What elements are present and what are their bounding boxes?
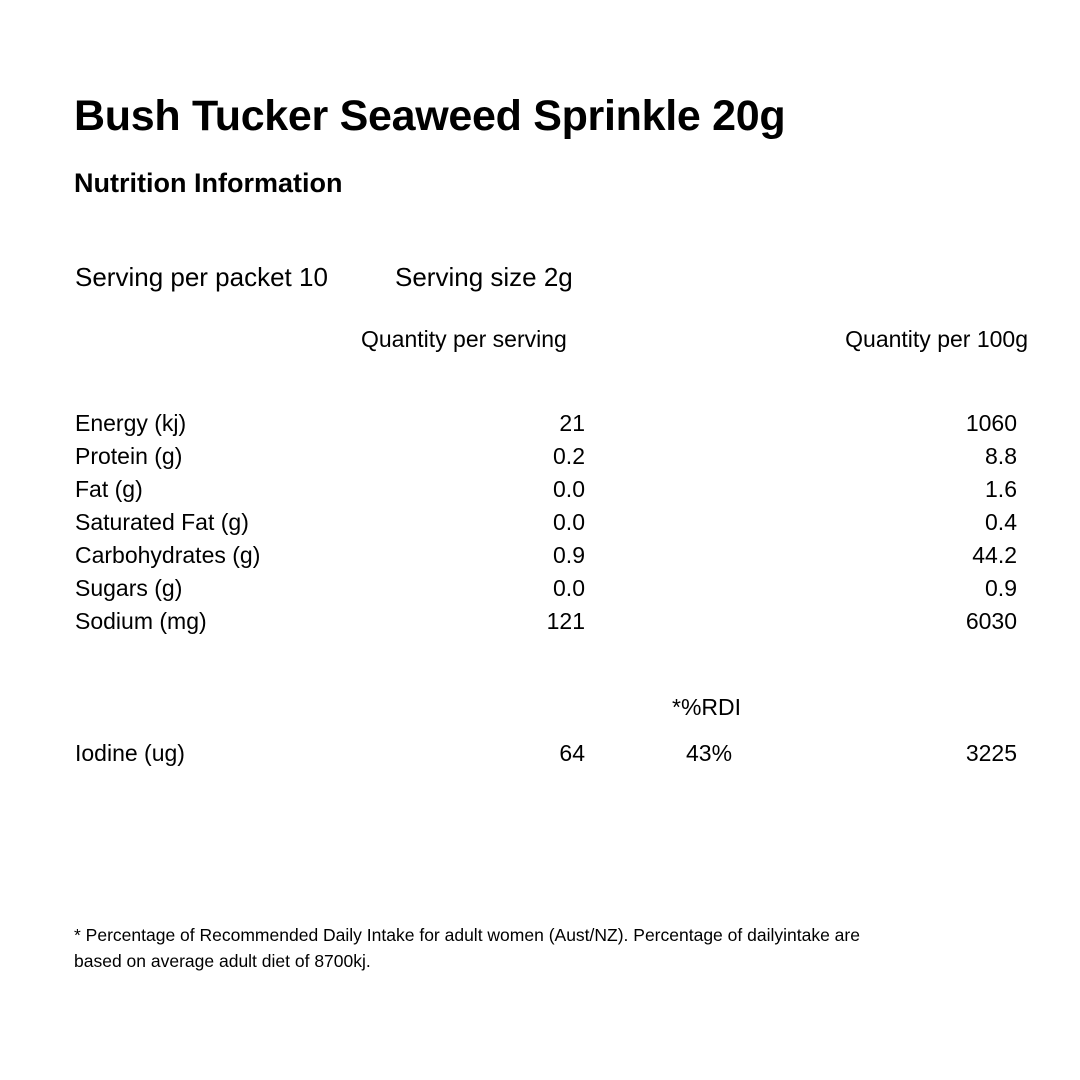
nutrient-per-serving: 0.2 — [553, 443, 585, 469]
nutrient-per-100g: 0.9 — [985, 575, 1017, 601]
nutrient-rdi-percent: 43% — [686, 740, 733, 766]
nutrient-per-serving: 0.0 — [553, 476, 585, 502]
section-heading: Nutrition Information — [74, 168, 343, 198]
nutrient-row-saturated-fat — [0, 509, 1080, 542]
nutrient-per-100g: 44.2 — [972, 542, 1017, 568]
rdi-footnote: * Percentage of Recommended Daily Intake for adult women (Aust/NZ). Percentage of dailyintake are based on average adult diet of 8700kj. — [74, 925, 860, 971]
nutrient-per-serving: 0.9 — [553, 542, 585, 568]
nutrient-name: Sugars (g) — [75, 575, 183, 601]
nutrient-row-protein — [0, 443, 1080, 476]
nutrient-row-sodium — [0, 608, 1080, 641]
nutrient-per-serving: 0.0 — [553, 575, 585, 601]
nutrient-row-iodine — [0, 740, 1080, 773]
nutrient-per-100g: 1.6 — [985, 476, 1017, 502]
nutrient-per-serving: 64 — [559, 740, 585, 766]
nutrient-row-carbohydrates — [0, 542, 1080, 575]
serving-size: Serving size 2g — [395, 262, 573, 292]
nutrient-per-serving: 21 — [559, 410, 585, 436]
nutrient-per-100g: 3225 — [965, 740, 1017, 766]
nutrient-per-100g: 0.4 — [985, 509, 1017, 535]
nutrient-row-sugars — [0, 575, 1080, 608]
nutrient-per-100g: 1060 — [965, 410, 1017, 436]
nutrient-name: Protein (g) — [75, 443, 183, 469]
nutrient-per-serving: 0.0 — [553, 509, 585, 535]
column-header-per-100g: Quantity per 100g — [845, 326, 1028, 352]
nutrient-name: Energy (kj) — [75, 410, 187, 436]
nutrient-per-100g: 8.8 — [985, 443, 1017, 469]
nutrient-name: Sodium (mg) — [75, 608, 207, 634]
nutrient-per-100g: 6030 — [965, 608, 1017, 634]
nutrient-name: Carbohydrates (g) — [75, 542, 261, 568]
nutrient-name: Fat (g) — [75, 476, 143, 502]
nutrient-name: Iodine (ug) — [75, 740, 185, 766]
servings-per-packet: Serving per packet 10 — [75, 262, 328, 292]
nutrient-row-energy — [0, 410, 1080, 443]
product-title: Bush Tucker Seaweed Sprinkle 20g — [74, 92, 786, 140]
nutrient-row-fat — [0, 476, 1080, 509]
nutrient-per-serving: 121 — [546, 608, 585, 634]
column-header-per-serving: Quantity per serving — [361, 326, 567, 352]
nutrient-name: Saturated Fat (g) — [75, 509, 249, 535]
column-header-rdi: *%RDI — [672, 694, 742, 720]
